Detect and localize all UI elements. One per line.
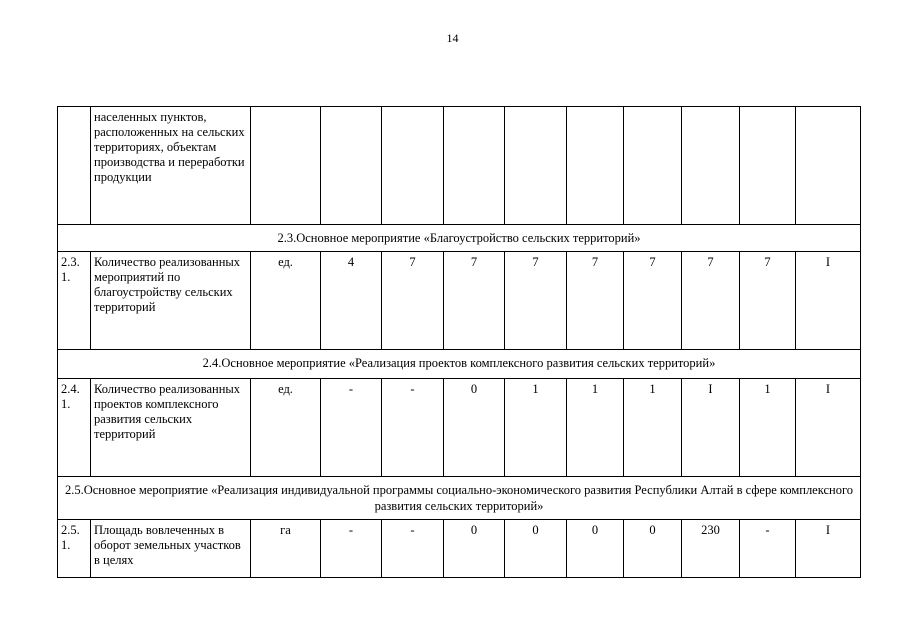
value-cell: 1 <box>567 379 624 477</box>
value-cell: - <box>321 520 382 578</box>
value-cell <box>382 107 444 225</box>
value-cell: 0 <box>444 520 505 578</box>
row-number: 2.5. 1. <box>58 520 91 578</box>
value-cell: 7 <box>444 252 505 350</box>
unit-cell: га <box>251 520 321 578</box>
value-cell: 7 <box>682 252 740 350</box>
value-cell: 0 <box>505 520 567 578</box>
indicator-name: Количество реализованных мероприятий по благоустройству сельских территорий <box>91 252 251 350</box>
table-row <box>58 379 861 477</box>
value-cell: I <box>796 252 861 350</box>
value-cell: 1 <box>740 379 796 477</box>
row-number <box>58 107 91 225</box>
value-cell: 0 <box>567 520 624 578</box>
value-cell: 4 <box>321 252 382 350</box>
value-cell <box>624 107 682 225</box>
indicator-name: Количество реализованных проектов комплексного развития сельских территорий <box>91 379 251 477</box>
value-cell <box>567 107 624 225</box>
value-cell <box>321 107 382 225</box>
value-cell: 7 <box>740 252 796 350</box>
unit-cell: ед. <box>251 252 321 350</box>
value-cell: 1 <box>624 379 682 477</box>
table-body <box>58 107 861 578</box>
value-cell <box>740 107 796 225</box>
value-cell: - <box>321 379 382 477</box>
section-title: 2.4.Основное мероприятие «Реализация проектов комплексного развития сельских территорий» <box>58 350 861 379</box>
section-row <box>58 225 861 252</box>
value-cell: 7 <box>624 252 682 350</box>
table-row <box>58 520 861 578</box>
value-cell: I <box>682 379 740 477</box>
section-title: 2.5.Основное мероприятие «Реализация индивидуальной программы социально-экономического развития Республики Алтай в сфере комплексного развития сельских территорий» <box>58 477 861 520</box>
unit-cell <box>251 107 321 225</box>
value-cell: - <box>382 520 444 578</box>
table-row <box>58 107 861 225</box>
value-cell: 1 <box>505 379 567 477</box>
value-cell: 7 <box>382 252 444 350</box>
value-cell: 7 <box>505 252 567 350</box>
value-cell: 7 <box>567 252 624 350</box>
section-row <box>58 350 861 379</box>
indicators-table <box>57 106 861 578</box>
row-number: 2.4. 1. <box>58 379 91 477</box>
table-row <box>58 252 861 350</box>
unit-cell: ед. <box>251 379 321 477</box>
indicator-name: населенных пунктов, расположенных на сельских территориях, объектам производства и переработки продукции <box>91 107 251 225</box>
value-cell: 0 <box>624 520 682 578</box>
section-row <box>58 477 861 520</box>
value-cell: I <box>796 520 861 578</box>
section-title: 2.3.Основное мероприятие «Благоустройство сельских территорий» <box>58 225 861 252</box>
value-cell: - <box>740 520 796 578</box>
value-cell: 0 <box>444 379 505 477</box>
row-number: 2.3. 1. <box>58 252 91 350</box>
value-cell: - <box>382 379 444 477</box>
value-cell <box>444 107 505 225</box>
value-cell: I <box>796 379 861 477</box>
value-cell <box>682 107 740 225</box>
value-cell <box>505 107 567 225</box>
indicator-name: Площадь вовлеченных в оборот земельных участков в целях <box>91 520 251 578</box>
value-cell: 230 <box>682 520 740 578</box>
value-cell <box>796 107 861 225</box>
page-number: 14 <box>446 31 459 45</box>
